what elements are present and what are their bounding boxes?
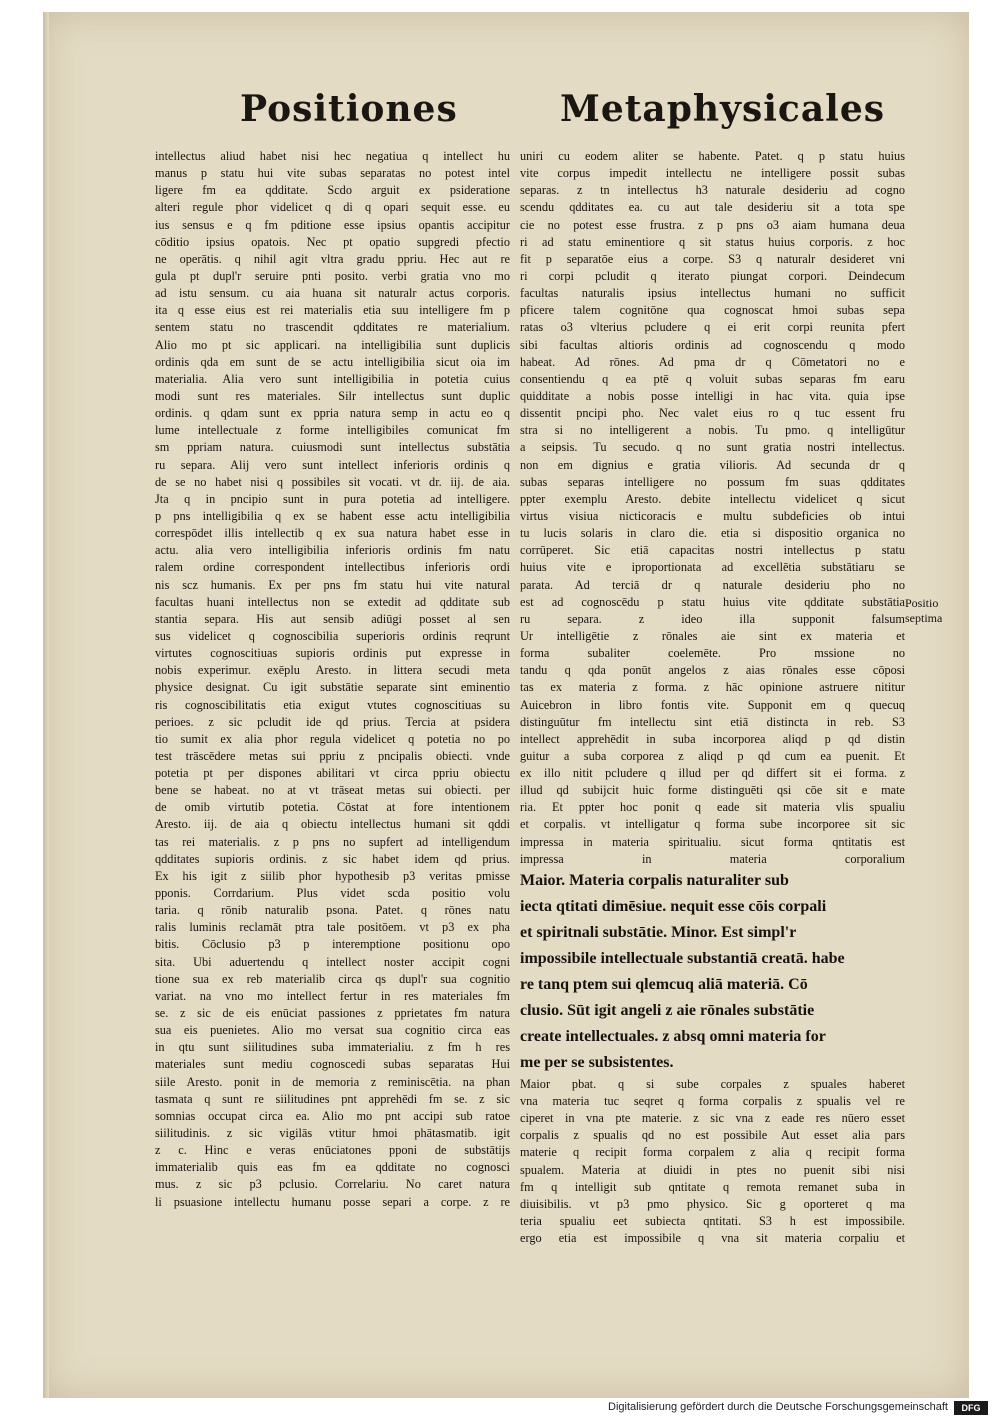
text-line: cōditio ipsius opatois. Nec pt opatio supgredi pfectio (155, 234, 510, 249)
text-line: huius vite e iproportionata ad excellētia substātiaru se (520, 560, 905, 575)
text-line: immaterialib quis eas fm ea qdditate no cognosci (155, 1160, 510, 1175)
text-line: ru separa. Alij vero sunt intellect inferioris ordinis q (155, 457, 510, 472)
text-line: ita q esse eius est rei materialis etia suu intelligere fm p (155, 303, 510, 318)
funding-credit: Digitalisierung gefördert durch die Deutsche Forschungsgemeinschaft (608, 1401, 948, 1413)
syllogism-line: re tanq ptem sui qlemcuq aliā materiā. Cō (520, 975, 808, 993)
text-line: materialia. Alia vero sunt intelligibilia in potetia cuius (155, 371, 510, 386)
text-line: facultas naturalis ipsius intellectus humani no sufficit (520, 286, 905, 301)
text-line: et corpalis. vt intelligatur q forma sube incorporee sit sic (520, 817, 905, 832)
text-line: materie q recipit forma corpalem z alia q recipit forma (520, 1145, 905, 1160)
text-line: ex illo nitit pcludere q illud per qd differt sit ei forma. z (520, 766, 905, 781)
text-line: ria. Et ppter hoc ponit q eade sit materia vlis spualiu (520, 800, 905, 815)
text-line: ad istu sensum. cu aia huana sit naturalr actus corporis. (155, 286, 510, 301)
text-line: stantia separa. His aut sensib adiūgi posset al sen (155, 611, 510, 626)
text-line: non em dignius e gratia vilioris. Ad secunda dr q (520, 457, 905, 472)
text-line: ne operātis. q nihil agit vltra gradu ppriu. Hec aut re (155, 251, 510, 266)
text-line: Alio mo pt sic applicari. na intelligibilia sunt duplicis (155, 337, 510, 352)
dfg-logo: DFG (954, 1401, 988, 1415)
text-line: facultas huani intellectus non se extedit ad qdditate sub (155, 594, 510, 609)
text-line: z c. Hinc e veras enūciatones pponi de substātijs (155, 1143, 510, 1158)
text-line: nis scz humanis. Ex per pns fm statu hui vite natural (155, 577, 510, 592)
syllogism-line: Maior. Materia corpalis naturaliter sub (520, 871, 789, 889)
text-line: uniri cu eodem aliter se habente. Patet. q p statu huius (520, 149, 905, 163)
text-line: Ex his igit z siilib phor hypothesib p3 veritas pmisse (155, 868, 510, 883)
left-text-column (155, 148, 510, 1211)
text-line: guitur a suba corporea z aliqd p qd cum ea puenit. Et (520, 748, 905, 763)
text-line: ratas o3 vlterius pcludere q ei erit corpi reunita pfert (520, 320, 905, 335)
text-line: ralem ordine correspondent intellectibus inferioris ordi (155, 560, 510, 575)
syllogism-line: create intellectuales. z absq omni materia for (520, 1027, 826, 1045)
text-line: tio sumit ex alia phor regula videlicet q potetia no po (155, 731, 510, 746)
text-line: potetia pt per dispones abilitari vt circa ppriu obiectu (155, 766, 510, 781)
text-line: bene se habeat. no at vt trāseat metas sui obiecti. per (155, 783, 510, 798)
text-line: separas. z tn intellectus h3 naturale desideriu ad cogno (520, 183, 905, 198)
text-line: diuisibilis. vt p3 pmo physico. Sic g oporteret q ma (520, 1196, 905, 1211)
text-line: vite corpus impedit intellectu ne intelligere possit subas (520, 166, 905, 181)
text-line: intellect apprehēdit in suba incorporea aliqd p qd distin (520, 731, 905, 746)
text-line: lume intellectuale z forme intelligibiles comunicat fm (155, 423, 510, 438)
text-line: physice designat. Cu igit substātie separate sint eminentio (155, 680, 510, 695)
text-line: se. z sic de eis enūciat passiones z pprietates fm natura (155, 1006, 510, 1021)
text-line: ordinis qda em sunt de se actu intelligibilia sicut oia im (155, 354, 510, 369)
footer-bar (0, 1398, 1000, 1420)
text-line: corpalis z spualis qd no est possibile Aut esset alia pars (520, 1128, 905, 1143)
text-line: spualem. Materia at diuidi in ptes no puenit sibi nisi (520, 1162, 905, 1177)
syllogism-line: iecta qtitati dimēsiue. nequit esse cōis corpali (520, 897, 827, 915)
syllogism-line: et spiritnali substātie. Minor. Est simpl'r (520, 923, 797, 941)
text-line: virtutes cognoscitiuas supioris ordinis put expresse in (155, 646, 510, 661)
text-line: manus p statu hui vite subas separatas no potest intel (155, 166, 510, 181)
text-line: habeat. Ad rōnes. Ad pma dr q Cōmetatori no e (520, 354, 905, 369)
text-line: ius sensus e q fm pditione esse ipsius opantis accipitur (155, 217, 510, 232)
text-line: modi sunt res materiales. Silr intellectus sunt duplic (155, 388, 510, 403)
text-line: impressa in materia spiritualiu. sicut forma qntitatis est (520, 834, 905, 849)
text-line: de omib virtutib potetia. Cōstat at fore intentionem (155, 800, 510, 815)
text-line: in qtu sunt siilitudines suba immaterialiu. z fm h res (155, 1040, 510, 1055)
text-line: correspōdet illis intellectib q ex sua natura habet esse in (155, 526, 510, 541)
text-line: Maior pbat. q si sube corpales z spuales haberet (520, 1076, 905, 1091)
text-line: ri corpi pcludit q iterato piungat corpori. Deindecum (520, 268, 905, 283)
text-line: actu. alia vero intelligibilia inferioris ordinis fm natu (155, 543, 510, 558)
text-line: fit p separatōe eius a corpe. S3 q naturalr desideret vni (520, 251, 905, 266)
text-line: ppter exemplu Aresto. debite intellectu videlicet q sicut (520, 491, 905, 506)
text-line: corrūperet. Sic etiā capacitas nostri intellectus p statu (520, 543, 905, 558)
text-line: ris cognoscibilitatis etia exigut vtutes cognoscitiuas su (155, 697, 510, 712)
text-line: ordinis. q qdam sunt ex ppria natura semp in actu eo q (155, 406, 510, 421)
running-title-right: Metaphysicales (560, 88, 886, 130)
text-line: li psuasione intellectu humanu posse separi a corpe. z re (155, 1194, 510, 1209)
text-line: ru separa. z ideo illa supponit falsum (520, 611, 905, 626)
text-line: impressa in materia corporalium (520, 851, 905, 866)
text-line: distinguūtur fm intellectu sint etiā distincta in reb. S3 (520, 714, 905, 729)
text-line: Jta q in pncipio sunt in pura potetia ad intelligere. (155, 491, 510, 506)
running-title-left: Positiones (240, 88, 458, 130)
text-line: siile Aresto. ponit in de memoria z reminiscētia. na phan (155, 1074, 510, 1089)
text-line: scendu qdditates ea. cu aut tale desideriu sit a tota spe (520, 200, 905, 215)
text-line: ri ad statu eminentiore q sit status huius corporis. z hoc (520, 234, 905, 249)
text-line: alteri regule phor videlicet q di q opari sequit esse. eu (155, 200, 510, 215)
text-line: illud qd subijcit huic forme distinguēti qsi cōe sit e mate (520, 783, 905, 798)
text-line: intellectus aliud habet nisi hec negatiua q intellect hu (155, 149, 510, 163)
text-line: ligere fm ea qdditate. Scdo arguit ex psideratione (155, 183, 510, 198)
text-line: tu lucis solaris in claro die. etia si dispositio organica no (520, 526, 905, 541)
text-line: parata. Ad terciā dr q naturale desideriu pho no (520, 577, 905, 592)
text-line: virtus visiua nicticoracis e multu subdeficies ob intui (520, 508, 905, 523)
text-line: gula pt dupl'r seruire pnti posito. verbi gratia vno mo (155, 268, 510, 283)
text-line: ergo etia est impossibile q vna sit materia corpaliu et (520, 1231, 905, 1246)
text-line: teria spualiu eet subiecta qntitati. S3 h est impossibile. (520, 1214, 905, 1229)
text-line: Auicebron in libro fontis vite. Supponit em q quecuq (520, 697, 905, 712)
text-line: ralis luminis reclamāt ptra tale positōem. vt p3 ex pha (155, 920, 510, 935)
text-line: tas rei materialis. z p pns no supfert ad intelligendum (155, 834, 510, 849)
text-line: materiales sunt mediu cognoscedi subas separatas Hui (155, 1057, 510, 1072)
text-line: sua eis puenietes. Alio mo versat sua cognitio circa eas (155, 1023, 510, 1038)
text-line: vna materia tuc seqret q forma corpalis z spualis vel re (520, 1094, 905, 1109)
text-line: p pns intelligibilia q ex se habent esse actu intelligibilia (155, 508, 510, 523)
text-line: bitis. Cōclusio p3 p interemptione positionu opo (155, 937, 510, 952)
text-line: stra si no intelligerent a nobis. Tu pmo. q intelligūtur (520, 423, 905, 438)
text-line: sentem statu no trascendit qdditates re materialium. (155, 320, 510, 335)
text-line: est ad cognoscēdu p statu huius vite qdditate substātia (520, 594, 905, 609)
text-line: mus. z sic p3 pclusio. Correlariu. No caret natura (155, 1177, 510, 1192)
text-line: Ur intelligētie z rōnales aie sint ex materia et (520, 628, 905, 643)
text-line: sibi facultas altioris ordinis ad cognoscendu q modo (520, 337, 905, 352)
text-line: variat. na vno mo intellect fertur in res materiales fm (155, 988, 510, 1003)
text-line: a seipsis. Tu secudo. q no sunt gratia nostri intellectus. (520, 440, 905, 455)
syllogism-line: impossibile intellectuale substantiā creatā. habe (520, 949, 845, 967)
text-line: nobis experimur. exēplu Aresto. in littera secudi meta (155, 663, 510, 678)
page-edge (43, 12, 49, 1398)
text-line: tandu q qda ponūt angelos z aias rōnales esse cōposi (520, 663, 905, 678)
text-line: perioes. z sic pcludit ide qd prius. Tercia at psidera (155, 714, 510, 729)
text-line: subas separas intelligere no possum fm suas qdditates (520, 474, 905, 489)
text-line: quidditate a nobis posse intelligi in hac vita. quia ipse (520, 388, 905, 403)
text-line: pponis. Corrdarium. Plus videt scda positio volu (155, 886, 510, 901)
text-line: dissentit pncipi pho. Nec valet eius ro q tuc essent fru (520, 406, 905, 421)
text-line: taria. q rōnib naturalib psona. Patet. q rōnes natu (155, 903, 510, 918)
text-line: ciperet in vna pte materie. z sic vna z eade res nūero esset (520, 1111, 905, 1126)
text-line: de se no habet nisi q possibiles sit vocati. vt dr. iij. de aia. (155, 474, 510, 489)
text-line: tione sua ex reb materialib circa qs dupl'r sua cognitio (155, 971, 510, 986)
text-line: sita. Ubi aduertendu q intellect noster accipit cogni (155, 954, 510, 969)
text-line: consentiendu q ea ptē q voluit subas separas fm earu (520, 371, 905, 386)
text-line: forma subaliter coelemēte. Pro mssione no (520, 646, 905, 661)
text-line: siilitudinis. z sic vigilās vtitur hmoi phātasmatib. igit (155, 1126, 510, 1141)
text-line: sus videlicet q cognoscibilia superioris ordinis reqrunt (155, 628, 510, 643)
syllogism-line: me per se subsistentes. (520, 1053, 674, 1071)
text-line: test trāscēdere metas sui ppriu z pncipalis obiecti. vnde (155, 748, 510, 763)
text-line: Aresto. iij. de aia q obiectu intellectus humani sit qddi (155, 817, 510, 832)
margin-note: Positio septima (905, 596, 943, 625)
text-line: tas ex materia z forma. z hāc opinione astruere nititur (520, 680, 905, 695)
text-line: somnias occupat circa ea. Alio mo pnt accipi sub ratoe (155, 1108, 510, 1123)
text-line: sm ppriam natura. cuiusmodi sunt intellectus substātia (155, 440, 510, 455)
text-line: tasmata q sunt re siilitudines pnt apprehēdi fm se. z sic (155, 1091, 510, 1106)
syllogism-line: clusio. Sūt igit angeli z aie rōnales substātie (520, 1001, 815, 1019)
text-line: qdditates supioris ordinis. z sic habet idem qd prius. (155, 851, 510, 866)
text-line: pficere talem cognitōne qua cognoscat hmoi subas sepa (520, 303, 905, 318)
text-line: cie no potest esse frustra. z p pns o3 aiam humana deua (520, 217, 905, 232)
text-line: fm q intelligit sub qntitate q remota remanet suba in (520, 1179, 905, 1194)
right-text-column (520, 148, 905, 1247)
